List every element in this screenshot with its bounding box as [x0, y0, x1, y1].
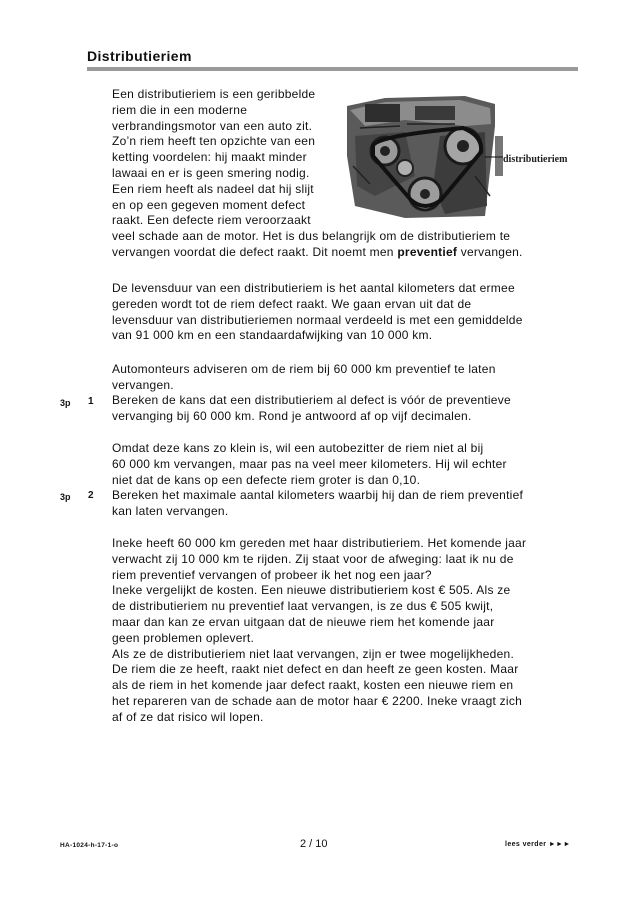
- section-title: Distributieriem: [87, 48, 192, 64]
- text-line: De riem die ze heeft, raakt niet defect en dan heeft ze geen kosten. Maar: [112, 662, 519, 677]
- text-line: riem preventief vervangen of probeer ik het nog een jaar?: [112, 567, 432, 582]
- text-fragment: vervangen.: [457, 244, 523, 259]
- continue-indicator: lees verder ►►►: [505, 841, 571, 848]
- text-line: lawaai en er is geen smering nodig.: [112, 165, 310, 180]
- question-2-text: [112, 488, 578, 520]
- text-line: veel schade aan de motor. Het is dus belangrijk om de distributieriem te: [112, 229, 511, 244]
- page-number: 2 / 10: [300, 838, 328, 850]
- ineke-paragraph: [112, 536, 578, 726]
- text-line: Omdat deze kans zo klein is, wil een autobezitter de riem niet al bij: [112, 441, 484, 455]
- question-2-number: 2: [88, 490, 94, 501]
- text-line: Ineke heeft 60 000 km gereden met haar distributieriem. Het komende jaar: [112, 536, 527, 550]
- text-line: kan laten vervangen.: [112, 503, 229, 518]
- text-line: verwacht zij 10 000 km te rijden. Zij staat voor de afweging: laat ik nu de: [112, 551, 514, 566]
- text-line: Bereken het maximale aantal kilometers waarbij hij dan de riem preventief: [112, 488, 524, 502]
- text-line: maar dan kan ze ervan uitgaan dat de nieuwe riem het komende jaar: [112, 614, 495, 629]
- text-line: Zo’n riem heeft ten opzichte van een: [112, 134, 316, 149]
- text-line: en op een gegeven moment defect: [112, 197, 306, 212]
- title-rule: [87, 67, 578, 71]
- text-line: vervanging bij 60 000 km. Rond je antwoord af op vijf decimalen.: [112, 408, 472, 423]
- text-line: Ineke vergelijkt de kosten. Een nieuwe distributieriem kost € 505. Als ze: [112, 583, 511, 598]
- question-2-points: 3p: [60, 492, 71, 502]
- text-line: van 91 000 km en een standaardafwijking van 10 000 km.: [112, 328, 433, 343]
- text-line: verbrandingsmotor van een auto zit.: [112, 118, 313, 133]
- text-line: De levensduur van een distributieriem is het aantal kilometers dat ermee: [112, 281, 515, 295]
- advice-paragraph: [112, 362, 578, 394]
- keyword-preventief: preventief: [397, 244, 458, 259]
- text-line: de distributieriem nu preventief laat vervangen, is ze dus € 505 kwijt,: [112, 599, 494, 614]
- text-line: Een riem heeft als nadeel dat hij slijt: [112, 181, 314, 196]
- lifespan-paragraph: [112, 281, 578, 344]
- text-fragment: vervangen voordat die defect raakt. Dit noemt men: [112, 244, 398, 259]
- question-1-points: 3p: [60, 398, 71, 408]
- text-line: riem die in een moderne: [112, 102, 248, 117]
- exam-code: HA-1024-h-17-1-o: [60, 842, 119, 849]
- text-line: vervangen.: [112, 377, 174, 392]
- intro-paragraph: [112, 87, 578, 261]
- question-1-number: 1: [88, 396, 94, 407]
- text-line: af of ze dat risico wil lopen.: [112, 709, 264, 724]
- figure-label: distributieriem: [503, 154, 568, 165]
- text-line: Een distributieriem is een geribbelde: [112, 87, 316, 101]
- text-line: raakt. Een defecte riem veroorzaakt: [112, 213, 311, 228]
- text-line: Bereken de kans dat een distributieriem al defect is vóór de preventieve: [112, 393, 511, 407]
- question-1-text: [112, 393, 578, 425]
- text-line: Als ze de distributieriem niet laat vervangen, zijn er twee mogelijkheden.: [112, 646, 515, 661]
- text-line: [112, 245, 578, 261]
- text-line: niet dat de kans op een defecte riem groter is dan 0,10.: [112, 472, 421, 487]
- text-line: 60 000 km vervangen, maar pas na veel meer kilometers. Hij wil echter: [112, 456, 507, 471]
- text-line: als de riem in het komende jaar defect raakt, kosten een nieuwe riem en: [112, 678, 514, 693]
- text-line: levensduur van distributieriemen normaal verdeeld is met een gemiddelde: [112, 312, 523, 327]
- text-line: het repareren van de schade aan de motor haar € 2200. Ineke vraagt zich: [112, 693, 523, 708]
- text-line: Automonteurs adviseren om de riem bij 60 000 km preventief te laten: [112, 362, 496, 376]
- text-line: geen problemen oplevert.: [112, 630, 255, 645]
- threshold-paragraph: [112, 441, 578, 488]
- text-line: gereden wordt tot de riem defect raakt. We gaan ervan uit dat de: [112, 296, 472, 311]
- text-line: ketting voordelen: hij maakt minder: [112, 150, 307, 165]
